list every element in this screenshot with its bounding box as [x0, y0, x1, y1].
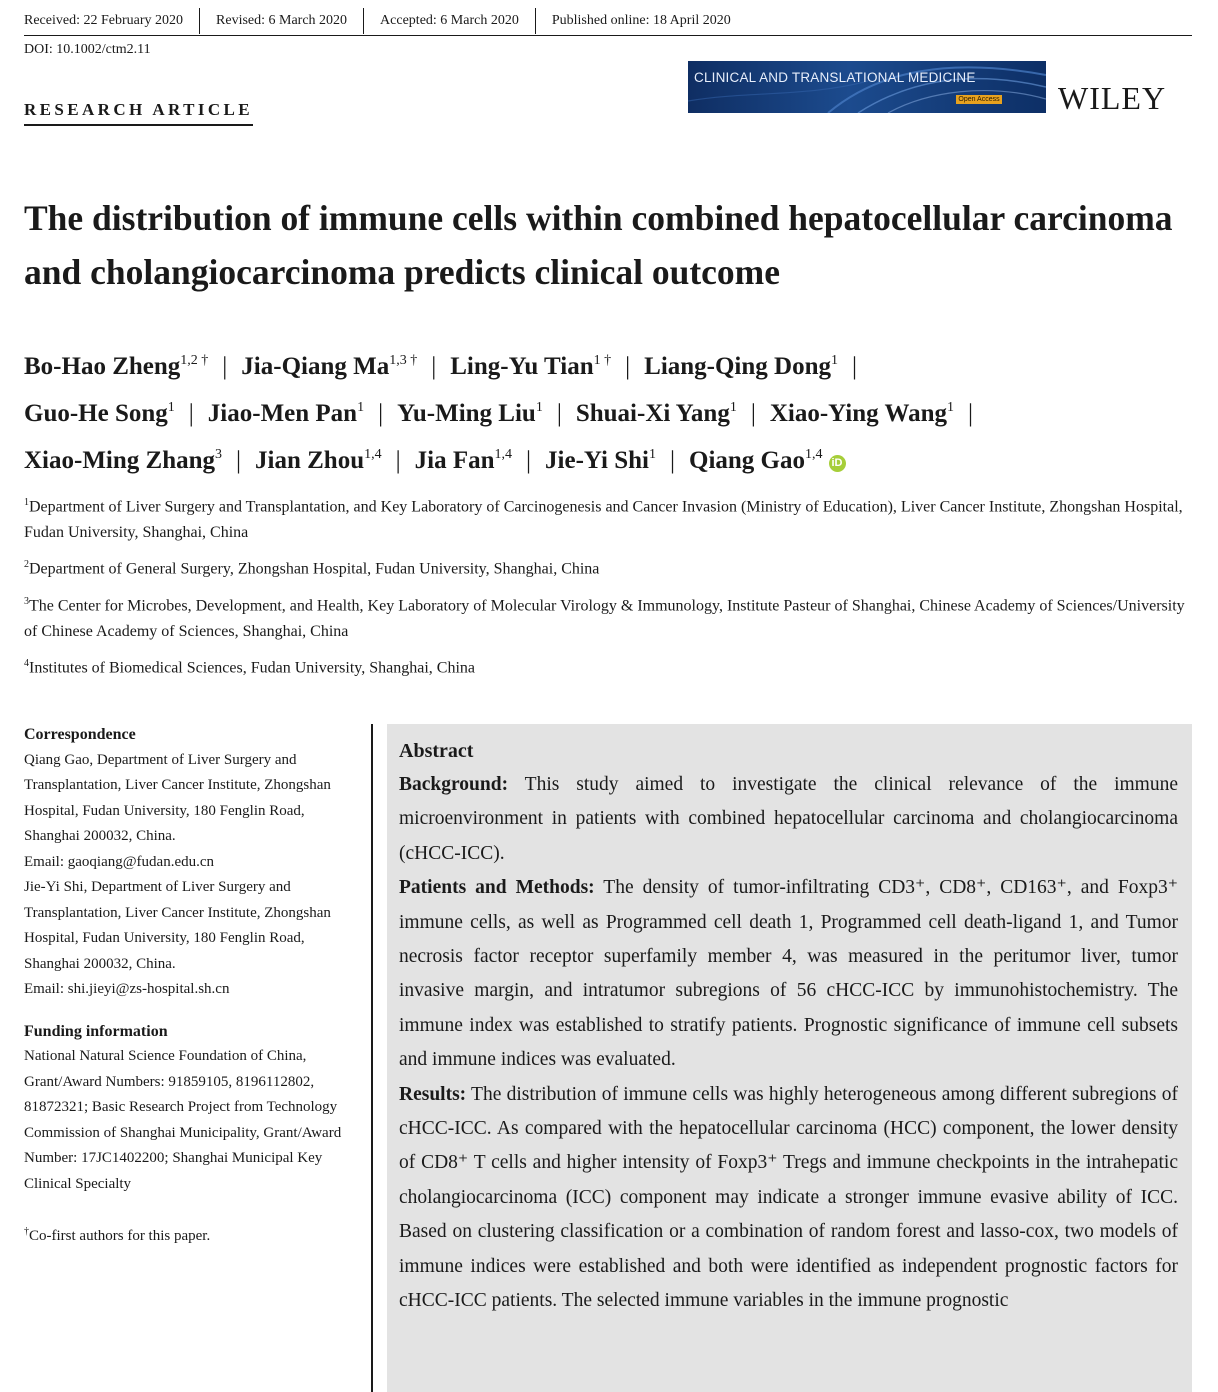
funding-section	[24, 1019, 354, 1198]
author[interactable]: Liang-Qing Dong$^1$	[644, 353, 838, 380]
author[interactable]: Bo-Hao Zheng$^{1,2 \dagger}$	[24, 353, 209, 380]
author[interactable]: Qiang Gao$^{1,4}$	[689, 447, 823, 474]
author-list: Bo-Hao Zheng$^{1,2 \dagger}$ | Jia-Qiang $Ma^{1,3 \dagger}$ | Ling-Yu Tian$^{1 \dagger}$ | Liang-Qing Dong$^1$ | Guo-He Song$^1$ | Jiao-Men Pan$^1$ | Yu-Ming Liu$^1$ | Shuai-Xi Yang$^1$ | Xiao-Ying Wang$^1$ | Xiao-Ming Zhang$^3$ | Jian Zhou$^{1,4}$ | Jia Fan$^{1,4}$ | Jie-Yi Shi$^1$ | Qiang Gao$^{1,4}$iD	[24, 353, 973, 474]
author[interactable]: Xiao-Ming Zhang$^3$	[24, 447, 223, 474]
abstract-heading: Abstract	[399, 740, 474, 762]
correspondence-heading: Correspondence	[24, 726, 136, 743]
funding-text: National Natural Science Foundation of China, Grant/Award Numbers: 91859105, 8196112802, 81872321; Basic Research Project from Technology Commission of Shanghai Municipality, Grant/Award Number: 17JC1402200; Shanghai Municipal Key Clinical Specialty	[24, 1048, 342, 1192]
author[interactable]: Xiao-Ying Wang$^1$	[769, 400, 954, 427]
author[interactable]: Guo-He Song$^1$	[24, 400, 175, 427]
doi[interactable]: DOI: 10.1002/ctm2.11	[24, 42, 151, 57]
funding-heading: Funding information	[24, 1022, 168, 1040]
affiliation: $^3$The Center for Microbes, Development, and Health, Key Laboratory of Molecular Virology & Immunology, Institute Pasteur of Shanghai, Chinese Academy of Sciences/University of Chinese Academy of Sciences, Shanghai, China	[24, 595, 1185, 640]
co-first-note: †Co-first authors for this paper.	[24, 1226, 211, 1244]
abstract-results: Results: The distribution of immune cells was highly heterogeneous among different subregions of cHCC-ICC. As compared with the hepatocellular carcinoma (HCC) component, the lower density of CD8⁺ T cells and higher intensity of Foxp3⁺ Tregs and immune checkpoints in the intrahepatic cholangiocarcinoma (ICC) component may indicate a stronger immune evasive ability of ICC. Based on clustering classification or a combination of random forest and lasso-cox, two models of immune indices were established and both were identified as independent prognostic factors for cHCC-ICC patients. The selected immune variables in the immune prognostic	[399, 1083, 1178, 1312]
author[interactable]: Jian Zhou$^{1,4}$	[255, 447, 382, 474]
journal-banner-logo	[688, 61, 1046, 113]
published-date: Published online: 18 April 2020	[535, 8, 747, 34]
author[interactable]: Yu-Ming Liu$^1$	[397, 400, 543, 427]
publication-dates	[24, 6, 1192, 36]
correspondence-text: Jie-Yi Shi, Department of Liver Surgery and Transplantation, Liver Cancer Institute, Zhongshan Hospital, Fudan University, 180 Fenglin Road, Shanghai 200032, China.	[24, 879, 331, 972]
abstract-methods: Patients and Methods: The density of tumor-infiltrating CD3⁺, CD8⁺, CD163⁺, and Foxp3⁺ immune cells, as well as Programmed cell death 1, Programmed cell death-ligand 1, and Tumor necrosis factor receptor superfamily member 4, was measured in the peritumor liver, tumor invasive margin, and intratumor subregions of 56 cHCC-ICC by immunohistochemistry. The immune index was established to stratify patients. Prognostic significance of immune cell subsets and immune indices was evaluated.	[399, 877, 1178, 1071]
author[interactable]: Jiao-Men Pan$^1$	[207, 400, 365, 427]
affiliation: $^2$Department of General Surgery, Zhongshan Hospital, Fudan University, Shanghai, China	[24, 559, 600, 578]
abstract-box	[387, 724, 1192, 1392]
revised-date: Revised: 6 March 2020	[199, 8, 363, 34]
correspondence-text: Qiang Gao, Department of Liver Surgery and Transplantation, Liver Cancer Institute, Zhongshan Hospital, Fudan University, 180 Fenglin Road, Shanghai 200032, China.	[24, 751, 331, 844]
affiliation: $^1$Department of Liver Surgery and Transplantation, and Key Laboratory of Carcinogenesis and Cancer Invasion (Ministry of Education), Liver Cancer Institute, Zhongshan Hospital, Fudan University, Shanghai, China	[24, 497, 1183, 542]
received-date: Received: 22 February 2020	[24, 12, 184, 28]
journal-banner-swirl	[688, 61, 1046, 113]
author[interactable]: Jia Fan$^{1,4}$	[414, 447, 513, 474]
article-title: The distribution of immune cells within combined hepatocellular carcinoma and cholangiocarcinoma predicts clinical outcome	[24, 198, 1173, 292]
sidebar-info	[24, 722, 354, 1250]
author[interactable]: Ling-Yu Tian$^{1 \dagger}$	[450, 353, 612, 380]
affiliations	[24, 490, 1194, 687]
author[interactable]: Jia-Qiang $Ma^{1,3 \dagger}$	[241, 353, 418, 380]
article-type: RESEARCH ARTICLE	[24, 100, 253, 126]
journal-name: CLINICAL AND TRANSLATIONAL MEDICINE	[694, 70, 976, 85]
column-divider	[371, 724, 373, 1392]
orcid-icon[interactable]: iD	[829, 455, 846, 472]
publisher-logo: WILEY	[1058, 80, 1167, 116]
accepted-date: Accepted: 6 March 2020	[363, 8, 535, 34]
correspondence-email[interactable]: Email: shi.jieyi@zs-hospital.sh.cn	[24, 981, 230, 997]
abstract-background: Background: This study aimed to investigate the clinical relevance of the immune microenvironment in patients with combined hepatocellular carcinoma and cholangiocarcinoma (cHCC-ICC).	[399, 774, 1178, 864]
author[interactable]: Jie-Yi Shi$^1$	[545, 447, 656, 474]
affiliation: $^4$Institutes of Biomedical Sciences, Fudan University, Shanghai, China	[24, 657, 475, 677]
correspondence-email[interactable]: Email: gaoqiang@fudan.edu.cn	[24, 853, 215, 870]
author[interactable]: Shuai-Xi Yang$^1$	[575, 400, 737, 427]
open-access-badge: Open Access	[956, 95, 1002, 104]
